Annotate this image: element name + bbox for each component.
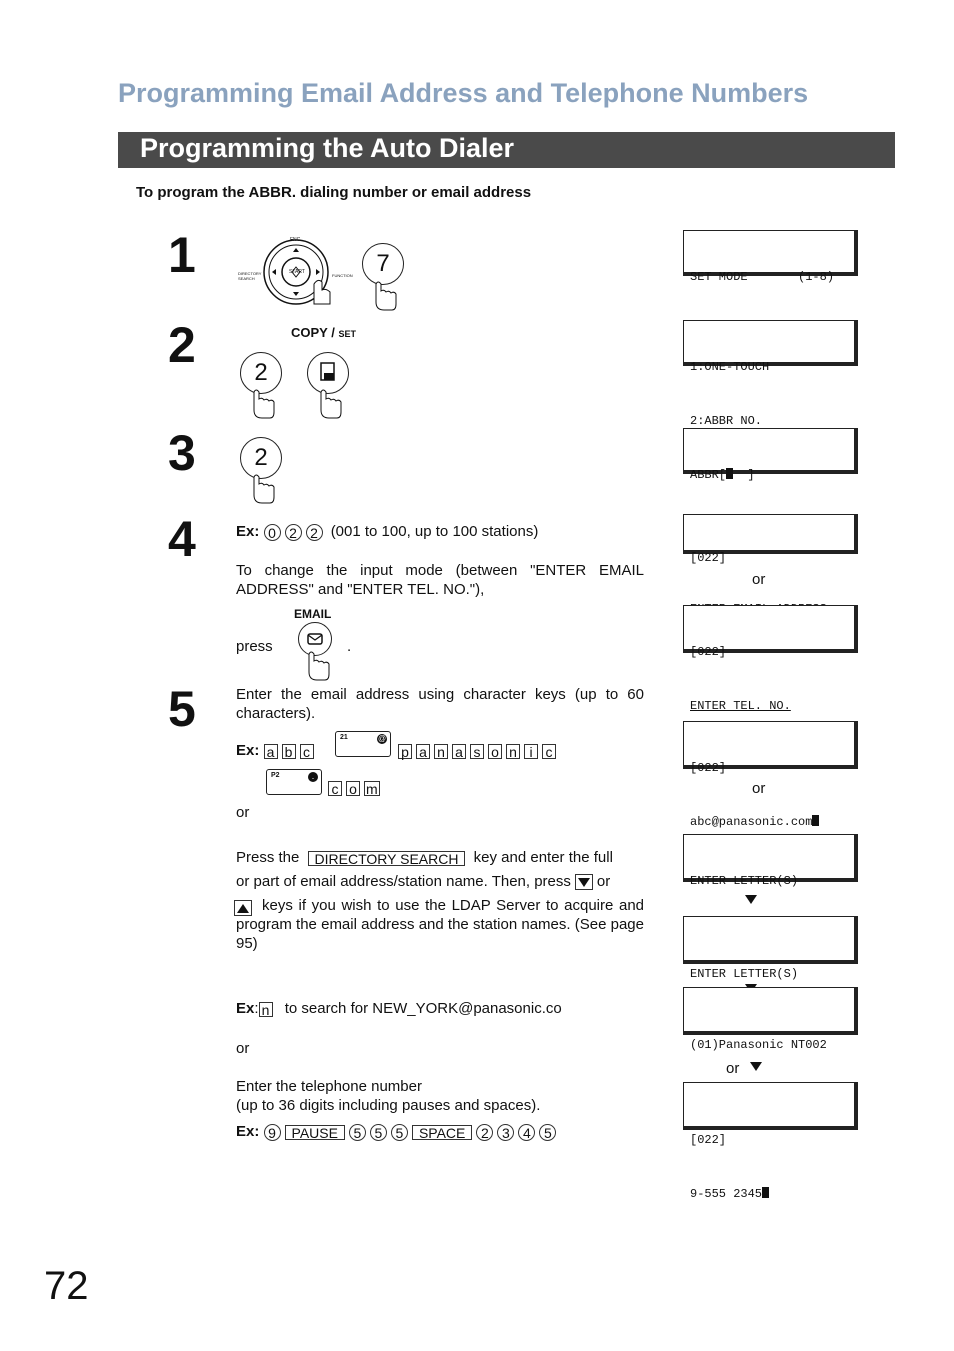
function-label: FUNCTION bbox=[332, 273, 353, 278]
key-p2-label: P2 bbox=[271, 772, 280, 779]
section-title: Programming the Auto Dialer bbox=[140, 133, 515, 163]
lcd-display-select bbox=[683, 320, 858, 428]
colon: : bbox=[254, 1000, 259, 1017]
lcd-display-abbr bbox=[683, 428, 858, 482]
letter-key: p bbox=[398, 744, 412, 759]
down-key bbox=[575, 874, 593, 890]
letter-key: a bbox=[416, 744, 430, 759]
page-number: 72 bbox=[44, 1264, 89, 1308]
search-example-text: to search for NEW_YORK@panasonic.co bbox=[284, 1000, 562, 1017]
at-sign-icon: @ bbox=[377, 734, 387, 743]
change-mode-text: To change the input mode (between "ENTER EMAIL ADDRESS" and "ENTER TEL. NO."), bbox=[236, 562, 644, 598]
letter-key: n bbox=[259, 1002, 273, 1017]
lcd-line: [022] bbox=[690, 761, 727, 775]
lcd-text: abc@panasonic.com bbox=[690, 815, 813, 829]
lcd-display-set-mode bbox=[683, 230, 858, 284]
step5-intro: Enter the email address using character keys (up to 60 characters). bbox=[236, 686, 644, 722]
down-arrow-icon bbox=[750, 1062, 762, 1071]
press-the-text: Press the bbox=[236, 849, 300, 866]
ex3-label: Ex: bbox=[236, 1123, 260, 1140]
copy-set-small-label: SET bbox=[338, 329, 356, 339]
program-p2-key[interactable] bbox=[266, 769, 322, 795]
key-7-button[interactable]: 7 bbox=[362, 243, 404, 285]
directory-search-line bbox=[236, 848, 644, 867]
step-number-2: 2 bbox=[168, 317, 196, 373]
or-text: or bbox=[236, 804, 250, 821]
key-21-label: 21 bbox=[340, 734, 348, 741]
or-text: or bbox=[752, 571, 766, 588]
directory-search-key: DIRECTORY SEARCH bbox=[308, 851, 466, 866]
directory-search-label: DIRECTORY SEARCH bbox=[238, 271, 262, 281]
down-arrow-icon bbox=[745, 895, 757, 904]
copy-set-label: COPY / bbox=[291, 325, 335, 340]
step5-example-panasonic bbox=[398, 741, 560, 760]
space-key: SPACE bbox=[412, 1125, 472, 1140]
search-example-line bbox=[236, 999, 562, 1018]
range-text: (001 to 100, up to 100 stations) bbox=[330, 523, 539, 540]
up-key bbox=[234, 900, 252, 916]
pointing-hand-icon bbox=[370, 280, 398, 312]
digit-key: 9 bbox=[264, 1124, 281, 1141]
up-arrow-icon bbox=[237, 904, 249, 913]
email-key-label: EMAIL bbox=[294, 607, 332, 621]
lcd-display-email-mode bbox=[683, 514, 858, 565]
ldap-text: keys if you wish to use the LDAP Server to acquire and program the email address and the station names. (See page 95) bbox=[236, 897, 644, 952]
fnc-label: FNC bbox=[290, 237, 301, 243]
lcd-text: ABBR[ bbox=[690, 468, 727, 482]
pointing-hand-icon bbox=[303, 650, 331, 682]
step4-example bbox=[236, 522, 538, 541]
letter-key: o bbox=[346, 781, 360, 796]
digit-key: 5 bbox=[370, 1124, 387, 1141]
subheading: To program the ABBR. dialing number or email address bbox=[136, 184, 532, 201]
lcd-line: [022] bbox=[690, 645, 727, 659]
ex-label: Ex: bbox=[236, 523, 260, 540]
lcd-text: ] bbox=[733, 468, 755, 482]
one-touch-21-key[interactable] bbox=[335, 731, 391, 757]
or-text: or bbox=[726, 1060, 740, 1077]
period-text: . bbox=[347, 638, 352, 655]
lcd-display-letter-n bbox=[683, 916, 858, 981]
copy-icon bbox=[308, 353, 348, 393]
pointing-hand-icon bbox=[248, 388, 276, 420]
digit-key: 0 bbox=[264, 524, 281, 541]
digit-key: 3 bbox=[497, 1124, 514, 1141]
digit-key: 5 bbox=[349, 1124, 366, 1141]
pointing-hand-icon bbox=[315, 388, 343, 420]
step-number-3: 3 bbox=[168, 425, 196, 481]
start-label: START bbox=[289, 269, 305, 275]
letter-key: m bbox=[366, 780, 378, 797]
step-number-5: 5 bbox=[168, 681, 196, 737]
key-and-enter-text: key and enter the full bbox=[473, 849, 613, 866]
or-text: or bbox=[236, 1040, 250, 1057]
digit-key: 2 bbox=[285, 524, 302, 541]
tel-instruction: Enter the telephone number bbox=[236, 1078, 422, 1095]
lcd-display-search-result bbox=[683, 987, 858, 1052]
lcd-text: 9-555 2345 bbox=[690, 1187, 763, 1201]
step-number-1: 1 bbox=[168, 227, 196, 283]
press-text: press bbox=[236, 638, 273, 655]
letter-key: o bbox=[488, 744, 502, 759]
key-2-button[interactable]: 2 bbox=[240, 352, 282, 394]
or-down-line bbox=[726, 1059, 762, 1078]
lcd-line: ENTER LETTER(S) bbox=[690, 874, 799, 888]
letter-key: n bbox=[434, 744, 448, 759]
lcd-display-tel-entered bbox=[683, 1082, 858, 1201]
cursor-block-icon bbox=[726, 468, 733, 479]
dot-icon: . bbox=[308, 772, 318, 782]
letter-key: n bbox=[506, 744, 520, 759]
cursor-block-icon bbox=[812, 815, 819, 826]
digit-key: 4 bbox=[518, 1124, 535, 1141]
step5-example-line1 bbox=[236, 741, 318, 760]
letter-key: c bbox=[542, 744, 556, 759]
digit-key: 2 bbox=[476, 1124, 493, 1141]
chapter-title: Programming Email Address and Telephone Numbers bbox=[118, 78, 809, 108]
digit-key: 5 bbox=[391, 1124, 408, 1141]
lcd-line: [022] bbox=[690, 551, 727, 565]
lcd-line: (01)Panasonic NT002 bbox=[690, 1038, 827, 1052]
lcd-line: ENTER TEL. NO. bbox=[690, 699, 791, 713]
lcd-line: ENTER LETTER(S) bbox=[690, 967, 799, 981]
tel-example-line bbox=[236, 1122, 560, 1141]
then-press-line bbox=[236, 872, 644, 891]
letter-key: a bbox=[452, 744, 466, 759]
digit-key: 5 bbox=[539, 1124, 556, 1141]
ex2-label: Ex bbox=[236, 1000, 255, 1017]
letter-key: c bbox=[328, 781, 342, 796]
lcd-display-tel-mode bbox=[683, 605, 858, 713]
digit-key: 2 bbox=[306, 524, 323, 541]
lcd-line: SET MODE (1-8) bbox=[690, 270, 835, 284]
letter-key: c bbox=[300, 744, 314, 759]
letter-key: s bbox=[470, 744, 484, 759]
tel-limit: (up to 36 digits including pauses and spaces). bbox=[236, 1097, 541, 1114]
down-arrow-icon bbox=[578, 878, 590, 887]
lcd-line: 2:ABBR NO. bbox=[690, 414, 763, 428]
cursor-block-icon bbox=[762, 1187, 769, 1198]
letter-key: b bbox=[282, 744, 296, 759]
lcd-display-enter-letters bbox=[683, 834, 858, 888]
or-word: or bbox=[596, 873, 611, 890]
letter-key: i bbox=[524, 744, 538, 759]
pointing-hand-icon bbox=[248, 473, 276, 505]
letter-key: a bbox=[264, 744, 278, 759]
pause-key: PAUSE bbox=[285, 1125, 345, 1140]
key-2-button[interactable]: 2 bbox=[240, 437, 282, 479]
ex-label: Ex: bbox=[236, 742, 260, 759]
step-number-4: 4 bbox=[168, 511, 196, 567]
or-text: or bbox=[752, 780, 766, 797]
lcd-line: 1:ONE-TOUCH bbox=[690, 360, 770, 374]
then-press-text: or part of email address/station name. Then, press bbox=[236, 873, 571, 890]
lcd-line: [022] bbox=[690, 1133, 727, 1147]
step5-example-com bbox=[328, 778, 384, 797]
